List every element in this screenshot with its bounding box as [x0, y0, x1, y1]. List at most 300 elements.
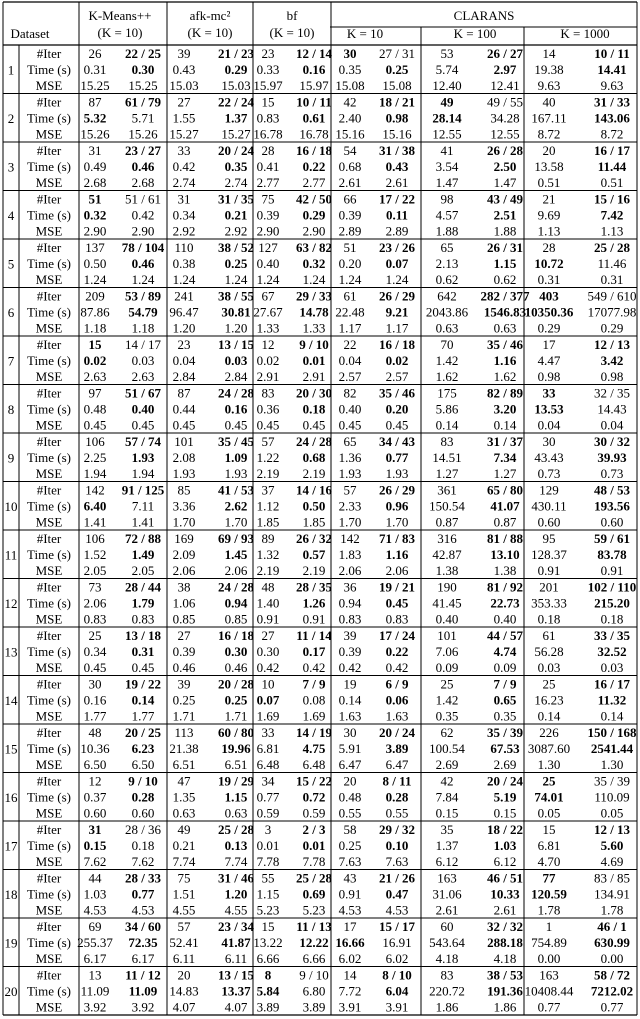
- table-cell: 150.54: [429, 498, 465, 514]
- table-cell: 61: [542, 628, 556, 643]
- table-cell: 0.04: [600, 417, 624, 433]
- table-cell: 0.04: [537, 417, 561, 433]
- table-cell: 2.62: [224, 498, 248, 514]
- table-cell: 1.41: [131, 514, 155, 530]
- table-cell: 5.23: [256, 902, 280, 918]
- dataset-id: 10: [4, 498, 18, 514]
- table-cell: 0.42: [131, 207, 155, 223]
- table-cell: 39: [177, 676, 191, 692]
- table-cell: 17 / 24: [378, 628, 416, 643]
- table-cell: 29 / 33: [295, 288, 333, 304]
- table-cell: 0.47: [385, 886, 409, 902]
- table-cell: 2.90: [83, 223, 107, 239]
- row-label: MSE: [35, 320, 63, 336]
- table-cell: 0.33: [256, 62, 280, 77]
- table-cell: 3: [264, 822, 272, 837]
- table-cell: 30: [88, 676, 102, 692]
- table-cell: 0.00: [537, 951, 561, 966]
- table-cell: 0.29: [537, 320, 561, 336]
- table-cell: 23 / 34: [217, 919, 255, 934]
- table-cell: 10.72: [534, 256, 564, 271]
- table-cell: 23: [177, 337, 191, 352]
- table-cell: 54.79: [128, 304, 158, 320]
- table-cell: 13 / 15: [217, 967, 255, 983]
- table-cell: 0.91: [256, 611, 280, 627]
- table-cell: 106: [85, 531, 105, 546]
- table-cell: 31: [177, 191, 191, 207]
- table-cell: 14.78: [299, 304, 329, 320]
- dataset-block: [8, 337, 631, 384]
- row-label: Time (s): [27, 207, 71, 223]
- table-cell: 38 / 55: [217, 288, 255, 304]
- table-cell: 1.24: [131, 272, 155, 287]
- table-cell: 1.24: [172, 272, 196, 287]
- table-cell: 14: [542, 46, 556, 61]
- table-cell: 24 / 28: [217, 579, 255, 595]
- table-cell: 6.50: [83, 757, 107, 772]
- table-cell: 1.70: [224, 514, 248, 530]
- table-cell: 0.18: [537, 611, 561, 627]
- table-cell: 0.36: [256, 401, 280, 417]
- table-cell: 69 / 93: [217, 531, 255, 546]
- table-cell: 0.10: [385, 838, 409, 853]
- table-cell: 10 / 11: [296, 94, 332, 110]
- table-cell: 48: [261, 579, 275, 595]
- table-cell: 0.98: [385, 110, 409, 126]
- dataset-block: [5, 822, 631, 869]
- table-cell: 1.47: [493, 175, 517, 190]
- table-cell: 2.69: [493, 757, 517, 772]
- table-cell: 6.40: [83, 498, 107, 514]
- table-cell: 9 / 10: [299, 337, 329, 352]
- table-cell: 7.11: [131, 498, 155, 514]
- row-label: MSE: [35, 660, 63, 675]
- table-cell: 16.78: [253, 126, 283, 142]
- table-cell: 30: [343, 725, 357, 740]
- table-cell: 33: [542, 385, 556, 401]
- dataset-id: 18: [4, 886, 18, 902]
- table-cell: 175: [437, 385, 457, 401]
- row-label: MSE: [35, 466, 63, 481]
- table-cell: 10: [261, 676, 275, 692]
- table-cell: 0.40: [435, 611, 459, 627]
- table-cell: 1.78: [600, 902, 624, 918]
- table-cell: 2.06: [385, 563, 409, 578]
- table-cell: 67: [261, 288, 275, 304]
- dataset-block: [5, 774, 631, 821]
- table-cell: 14 / 19: [295, 725, 333, 740]
- row-label: Time (s): [27, 789, 71, 805]
- table-cell: 1.33: [256, 320, 280, 336]
- table-cell: 0.30: [131, 62, 155, 77]
- table-cell: 7.42: [600, 207, 624, 223]
- table-cell: 12: [88, 773, 102, 789]
- table-cell: 0.09: [493, 660, 517, 675]
- table-cell: 43: [343, 870, 357, 886]
- table-cell: 0.50: [302, 498, 326, 514]
- table-cell: 0.83: [338, 611, 362, 627]
- table-cell: 142: [340, 531, 360, 546]
- table-cell: 134.91: [594, 886, 630, 902]
- row-label: #Iter: [36, 94, 62, 110]
- dataset-block: [5, 483, 631, 530]
- table-cell: 12.55: [490, 126, 520, 142]
- row-label: Time (s): [27, 62, 71, 77]
- table-cell: 5.86: [435, 401, 459, 417]
- table-cell: 163: [539, 967, 559, 983]
- table-cell: 77: [542, 870, 556, 886]
- table-cell: 59 / 61: [593, 531, 631, 546]
- row-label: #Iter: [36, 967, 62, 983]
- table-cell: 9.69: [537, 207, 561, 223]
- table-cell: 2.40: [338, 110, 362, 126]
- row-label: MSE: [35, 708, 63, 724]
- table-cell: 1.71: [224, 708, 248, 724]
- table-cell: 1.55: [172, 110, 196, 126]
- table-cell: 26 / 31: [486, 240, 524, 255]
- table-cell: 1.63: [385, 708, 409, 724]
- table-cell: 1.37: [435, 838, 459, 853]
- table-cell: 31 / 37: [486, 434, 524, 449]
- table-cell: 0.83: [385, 611, 409, 627]
- table-cell: 2.13: [435, 256, 459, 271]
- table-cell: 0.98: [537, 369, 561, 384]
- table-cell: 1.24: [302, 272, 326, 287]
- table-cell: 26 / 28: [486, 143, 524, 158]
- table-cell: 0.69: [302, 886, 326, 902]
- table-cell: 1546.83: [483, 304, 527, 320]
- table-cell: 1.93: [338, 466, 362, 481]
- table-cell: 19 / 21: [378, 579, 416, 595]
- row-label: MSE: [35, 902, 63, 918]
- table-cell: 1.69: [302, 708, 326, 724]
- table-cell: 15.16: [382, 126, 412, 142]
- table-cell: 83.78: [597, 547, 627, 562]
- table-cell: 18 / 22: [486, 822, 524, 837]
- table-cell: 0.63: [224, 805, 248, 821]
- table-cell: 13 / 15: [217, 337, 255, 352]
- table-cell: 129: [539, 482, 559, 498]
- table-cell: 193.56: [594, 498, 630, 514]
- table-cell: 1.70: [172, 514, 196, 530]
- table-cell: 2.25: [83, 450, 107, 465]
- dataset-id: 5: [7, 256, 15, 272]
- table-cell: 60: [440, 919, 454, 934]
- table-cell: 0.73: [537, 466, 561, 481]
- table-cell: 0.25: [385, 62, 409, 77]
- row-label: MSE: [35, 369, 63, 384]
- table-cell: 127: [258, 240, 278, 255]
- table-cell: 19 / 29: [217, 773, 255, 789]
- table-cell: 6.17: [83, 951, 107, 966]
- table-cell: 0.31: [131, 644, 155, 659]
- table-cell: 316: [437, 531, 457, 546]
- table-cell: 1.24: [256, 272, 280, 287]
- table-cell: 2.19: [256, 563, 280, 578]
- table-cell: 0.43: [172, 62, 196, 77]
- table-cell: 5.71: [131, 110, 155, 126]
- table-cell: 0.08: [302, 692, 326, 708]
- table-cell: 17: [343, 919, 357, 934]
- table-cell: 0.42: [302, 660, 326, 675]
- table-cell: 34.28: [490, 110, 520, 126]
- table-cell: 20 / 30: [295, 385, 333, 401]
- table-cell: 22.73: [490, 595, 520, 611]
- row-label: Time (s): [27, 595, 71, 611]
- header-clarans-k10: K = 10: [346, 26, 384, 41]
- table-cell: 0.28: [131, 789, 155, 805]
- table-cell: 39: [343, 628, 357, 643]
- table-cell: 1.24: [224, 272, 248, 287]
- table-cell: 1.12: [256, 498, 280, 514]
- table-cell: 1.13: [537, 223, 561, 239]
- table-cell: 41 / 53: [217, 482, 255, 498]
- table-cell: 6.66: [256, 951, 280, 966]
- table-cell: 14.43: [597, 401, 627, 417]
- table-cell: 8 / 11: [382, 773, 412, 789]
- table-cell: 14 / 16: [295, 482, 333, 498]
- table-cell: 63 / 82: [295, 240, 333, 255]
- table-cell: 26 / 27: [486, 46, 524, 61]
- table-cell: 19.96: [221, 741, 251, 756]
- table-cell: 0.51: [537, 175, 561, 190]
- table-cell: 110.09: [594, 789, 630, 805]
- table-cell: 1.42: [435, 692, 459, 708]
- table-cell: 0.46: [224, 660, 248, 675]
- table-cell: 0.01: [302, 353, 326, 368]
- row-label: Time (s): [27, 498, 71, 514]
- table-cell: 21.38: [169, 741, 199, 756]
- table-cell: 41.07: [490, 498, 520, 514]
- table-cell: 43.43: [534, 450, 564, 465]
- table-cell: 128.37: [531, 547, 567, 562]
- table-cell: 23: [261, 46, 275, 61]
- table-cell: 78 / 104: [121, 240, 165, 255]
- table-cell: 106: [85, 434, 105, 449]
- dataset-block: [8, 192, 631, 239]
- table-cell: 0.41: [256, 159, 280, 174]
- table-cell: 0.05: [600, 805, 624, 821]
- table-cell: 69: [88, 919, 102, 934]
- table-cell: 110: [174, 240, 194, 255]
- table-cell: 0.31: [83, 62, 107, 77]
- table-cell: 15.27: [169, 126, 199, 142]
- table-cell: 56.28: [534, 644, 564, 659]
- table-cell: 0.63: [435, 320, 459, 336]
- row-label: MSE: [35, 854, 63, 869]
- table-cell: 0.29: [224, 62, 248, 77]
- table-cell: 25: [440, 676, 454, 692]
- header-clarans-k1000: K = 1000: [560, 26, 610, 41]
- table-cell: 0.72: [302, 789, 326, 805]
- table-cell: 0.59: [256, 805, 280, 821]
- table-cell: 83 / 85: [593, 870, 631, 886]
- table-cell: 2.05: [131, 563, 155, 578]
- row-label: Time (s): [27, 304, 71, 320]
- row-label: Time (s): [27, 159, 71, 174]
- table-cell: 1.38: [493, 563, 517, 578]
- row-label: Time (s): [27, 935, 71, 950]
- header-bf-k: (K = 10): [269, 25, 315, 40]
- dataset-block: [5, 531, 630, 578]
- table-cell: 1.24: [83, 272, 107, 287]
- table-cell: 34 / 43: [378, 434, 416, 449]
- table-cell: 0.51: [600, 175, 624, 190]
- table-cell: 0.46: [131, 256, 155, 271]
- table-cell: 0.44: [172, 401, 196, 417]
- table-cell: 0.98: [600, 369, 624, 384]
- row-label: #Iter: [36, 46, 62, 61]
- table-cell: 120.59: [531, 886, 567, 902]
- table-cell: 137: [85, 240, 105, 255]
- table-cell: 13.53: [534, 401, 564, 417]
- table-cell: 41.45: [432, 595, 462, 611]
- table-cell: 29 / 32: [378, 822, 416, 837]
- table-cell: 0.61: [302, 110, 326, 126]
- table-cell: 83: [440, 434, 454, 449]
- table-cell: 0.39: [338, 644, 362, 659]
- dataset-block: [5, 725, 638, 772]
- table-cell: 75: [261, 191, 275, 207]
- table-cell: 2.97: [493, 62, 517, 77]
- row-label: Time (s): [27, 838, 71, 853]
- table-cell: 0.68: [338, 159, 362, 174]
- table-cell: 87: [177, 385, 191, 401]
- row-label: #Iter: [36, 725, 62, 740]
- row-label: #Iter: [36, 191, 62, 207]
- table-cell: 6.48: [256, 757, 280, 772]
- table-cell: 2.68: [131, 175, 155, 190]
- table-cell: 9.63: [537, 78, 561, 93]
- table-cell: 9 / 10: [128, 773, 158, 789]
- table-cell: 57: [177, 919, 191, 934]
- table-cell: 2.74: [172, 175, 196, 190]
- table-cell: 0.29: [600, 320, 624, 336]
- table-cell: 1.51: [172, 886, 196, 902]
- table-cell: 70: [440, 337, 454, 352]
- row-label: Time (s): [27, 256, 71, 271]
- table-cell: 7.74: [224, 854, 248, 869]
- table-cell: 10.33: [490, 886, 520, 902]
- table-cell: 20 / 24: [217, 143, 255, 158]
- table-cell: 19 / 22: [124, 676, 162, 692]
- table-cell: 62: [440, 725, 454, 740]
- header-kmeanspp-k: (K = 10): [97, 25, 143, 40]
- table-cell: 0.46: [131, 159, 155, 174]
- table-cell: 22 / 24: [217, 94, 255, 110]
- table-cell: 15 / 17: [378, 919, 416, 934]
- table-cell: 1.62: [435, 369, 459, 384]
- table-cell: 2.90: [302, 223, 326, 239]
- table-cell: 16 / 18: [295, 143, 333, 158]
- table-cell: 1.85: [256, 514, 280, 530]
- row-label: MSE: [35, 175, 63, 190]
- row-label: Time (s): [27, 450, 71, 465]
- table-cell: 11.09: [128, 983, 158, 999]
- table-cell: 7212.02: [590, 983, 634, 999]
- table-cell: 4.53: [385, 902, 409, 918]
- row-label: #Iter: [36, 773, 62, 789]
- table-cell: 14 / 17: [124, 337, 162, 352]
- table-cell: 18 / 21: [378, 94, 416, 110]
- table-cell: 2.06: [224, 563, 248, 578]
- table-cell: 191.36: [487, 983, 523, 999]
- table-cell: 209: [85, 288, 105, 304]
- table-cell: 20 / 24: [378, 725, 416, 740]
- table-cell: 57: [261, 434, 275, 449]
- table-cell: 7.72: [338, 983, 362, 999]
- header-afkmc2: afk-mc²: [189, 8, 231, 23]
- table-cell: 0.03: [224, 353, 248, 368]
- table-cell: 35: [440, 822, 454, 837]
- row-label: Time (s): [27, 547, 71, 562]
- table-cell: 7 / 9: [302, 676, 326, 692]
- table-cell: 9 / 10: [299, 967, 329, 983]
- table-cell: 31 / 35: [217, 191, 255, 207]
- table-cell: 1.15: [256, 886, 280, 902]
- row-label: #Iter: [36, 143, 62, 158]
- table-cell: 0.60: [83, 805, 107, 821]
- table-cell: 15.08: [335, 78, 365, 93]
- table-cell: 0.03: [131, 353, 155, 368]
- row-label: MSE: [35, 805, 63, 821]
- table-cell: 0.45: [302, 417, 326, 433]
- table-cell: 0.42: [172, 159, 196, 174]
- table-cell: 38 / 52: [217, 240, 255, 255]
- table-cell: 630.99: [594, 935, 630, 950]
- table-cell: 0.62: [493, 272, 517, 287]
- table-cell: 7.34: [493, 450, 517, 465]
- table-cell: 6.11: [172, 951, 196, 966]
- table-cell: 2.63: [131, 369, 155, 384]
- table-cell: 41.87: [221, 935, 251, 950]
- table-cell: 0.21: [224, 207, 248, 223]
- table-cell: 65 / 80: [486, 482, 524, 498]
- table-cell: 3.54: [435, 159, 459, 174]
- table-cell: 9.21: [385, 304, 409, 320]
- table-cell: 3.91: [338, 999, 362, 1015]
- dataset-id: 2: [7, 110, 15, 126]
- table-cell: 11 / 13: [296, 919, 332, 934]
- table-cell: 31: [88, 822, 102, 837]
- row-label: MSE: [35, 272, 63, 287]
- table-cell: 5.84: [256, 983, 280, 999]
- table-cell: 0.77: [537, 999, 561, 1015]
- table-cell: 0.18: [600, 611, 624, 627]
- dataset-block: [5, 580, 637, 627]
- table-cell: 3.92: [131, 999, 155, 1015]
- table-cell: 0.22: [302, 159, 326, 174]
- table-cell: 26 / 29: [378, 482, 416, 498]
- table-cell: 13 / 18: [124, 628, 162, 643]
- table-cell: 0.59: [302, 805, 326, 821]
- table-cell: 0.55: [338, 805, 362, 821]
- table-cell: 1.93: [385, 466, 409, 481]
- dataset-id: 1: [7, 62, 15, 78]
- table-cell: 37: [261, 482, 275, 498]
- table-cell: 52.41: [169, 935, 199, 950]
- table-cell: 61 / 79: [124, 94, 162, 110]
- table-cell: 85: [177, 482, 191, 498]
- table-cell: 0.15: [435, 805, 459, 821]
- table-cell: 201: [539, 579, 559, 595]
- table-cell: 167.11: [531, 110, 567, 126]
- table-cell: 1.93: [131, 450, 155, 465]
- table-cell: 2.68: [83, 175, 107, 190]
- table-cell: 66: [343, 191, 357, 207]
- table-cell: 31.06: [432, 886, 462, 902]
- dataset-id: 19: [4, 935, 18, 951]
